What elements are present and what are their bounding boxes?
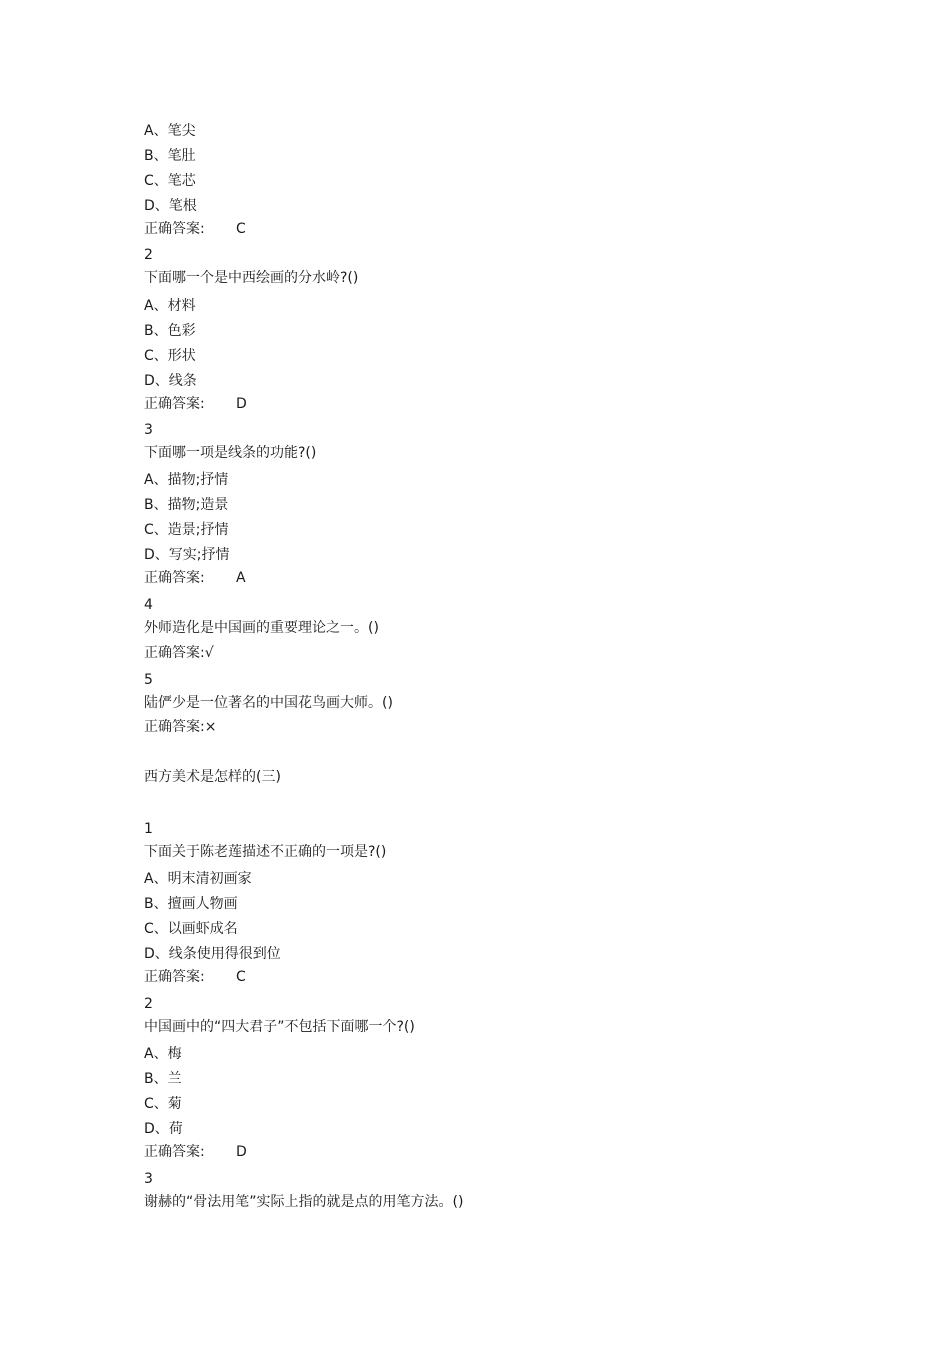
section-title: 西方美术是怎样的(三) bbox=[144, 769, 281, 785]
option-a: A、笔尖 bbox=[144, 123, 196, 139]
question-number: 1 bbox=[144, 821, 153, 837]
answer-value: A bbox=[236, 570, 246, 586]
option-d: D、写实;抒情 bbox=[144, 547, 230, 563]
answer-label: 正确答案: bbox=[144, 221, 205, 237]
answer-value: C bbox=[236, 221, 246, 237]
option-b: B、描物;造景 bbox=[144, 497, 229, 513]
question-number: 4 bbox=[144, 597, 153, 613]
question-text: 下面关于陈老莲描述不正确的一项是?() bbox=[144, 844, 387, 860]
answer-line bbox=[144, 395, 247, 413]
question-number: 2 bbox=[144, 247, 153, 263]
answer-line: 正确答案:√ bbox=[144, 645, 214, 661]
answer-line bbox=[144, 220, 246, 238]
option-a: A、明末清初画家 bbox=[144, 871, 252, 887]
answer-value: D bbox=[236, 1144, 247, 1160]
answer-value: C bbox=[236, 969, 246, 985]
question-text: 中国画中的“四大君子”不包括下面哪一个?() bbox=[144, 1019, 415, 1035]
option-b: B、擅画人物画 bbox=[144, 896, 238, 912]
option-a: A、梅 bbox=[144, 1046, 182, 1062]
answer-line bbox=[144, 569, 246, 587]
option-c: C、造景;抒情 bbox=[144, 522, 229, 538]
answer-value: D bbox=[236, 396, 247, 412]
question-text: 陆俨少是一位著名的中国花鸟画大师。() bbox=[144, 695, 393, 711]
option-b: B、色彩 bbox=[144, 323, 196, 339]
answer-label: 正确答案: bbox=[144, 396, 205, 412]
option-c: C、形状 bbox=[144, 348, 196, 364]
question-number: 2 bbox=[144, 996, 153, 1012]
question-text: 谢赫的“骨法用笔”实际上指的就是点的用笔方法。() bbox=[144, 1194, 464, 1210]
question-text: 下面哪一项是线条的功能?() bbox=[144, 445, 317, 461]
option-c: C、笔芯 bbox=[144, 173, 196, 189]
option-d: D、荷 bbox=[144, 1121, 183, 1137]
question-number: 3 bbox=[144, 422, 153, 438]
question-number: 5 bbox=[144, 672, 153, 688]
answer-line bbox=[144, 968, 246, 986]
option-d: D、线条 bbox=[144, 373, 197, 389]
question-text: 外师造化是中国画的重要理论之一。() bbox=[144, 620, 379, 636]
option-b: B、兰 bbox=[144, 1071, 182, 1087]
answer-label: 正确答案: bbox=[144, 1144, 205, 1160]
question-text: 下面哪一个是中西绘画的分水岭?() bbox=[144, 270, 359, 286]
option-d: D、笔根 bbox=[144, 198, 197, 214]
option-c: C、菊 bbox=[144, 1096, 182, 1112]
option-c: C、以画虾成名 bbox=[144, 921, 238, 937]
option-a: A、材料 bbox=[144, 298, 196, 314]
option-d: D、线条使用得很到位 bbox=[144, 946, 281, 962]
answer-label: 正确答案: bbox=[144, 969, 205, 985]
option-a: A、描物;抒情 bbox=[144, 472, 229, 488]
answer-line bbox=[144, 1143, 247, 1161]
question-number: 3 bbox=[144, 1171, 153, 1187]
option-b: B、笔肚 bbox=[144, 148, 196, 164]
answer-label: 正确答案: bbox=[144, 570, 205, 586]
answer-line: 正确答案:× bbox=[144, 719, 217, 735]
